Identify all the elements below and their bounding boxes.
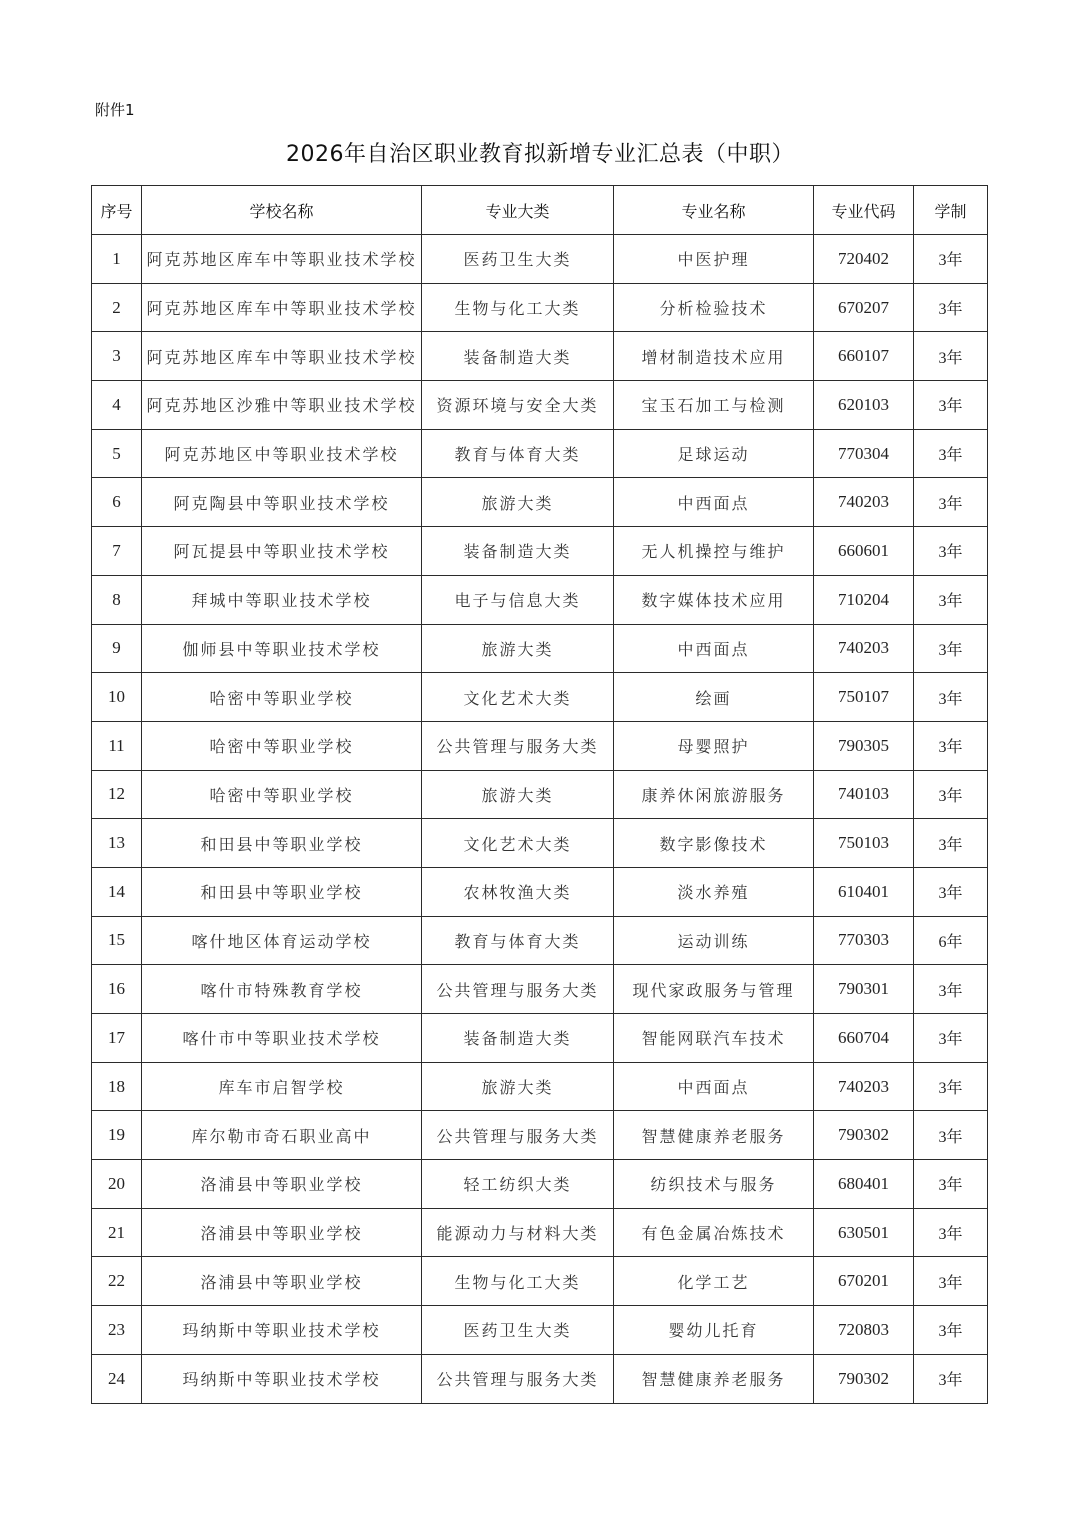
cell-code: 620103 [814, 381, 914, 430]
cell-category: 公共管理与服务大类 [422, 1354, 614, 1403]
cell-major: 绘画 [614, 673, 814, 722]
cell-major: 康养休闲旅游服务 [614, 770, 814, 819]
cell-school: 洛浦县中等职业学校 [142, 1208, 422, 1257]
cell-category: 教育与体育大类 [422, 916, 614, 965]
cell-major: 纺织技术与服务 [614, 1160, 814, 1209]
cell-category: 教育与体育大类 [422, 429, 614, 478]
cell-school: 哈密中等职业学校 [142, 673, 422, 722]
table-row [92, 235, 988, 284]
cell-category: 文化艺术大类 [422, 819, 614, 868]
cell-school: 喀什市特殊教育学校 [142, 965, 422, 1014]
cell-code: 790302 [814, 1354, 914, 1403]
cell-category: 农林牧渔大类 [422, 867, 614, 916]
cell-major: 母婴照护 [614, 721, 814, 770]
table-row [92, 1257, 988, 1306]
cell-code: 740203 [814, 624, 914, 673]
cell-school: 洛浦县中等职业学校 [142, 1257, 422, 1306]
table-row [92, 332, 988, 381]
cell-category: 旅游大类 [422, 624, 614, 673]
cell-years: 6年 [914, 916, 988, 965]
cell-code: 740103 [814, 770, 914, 819]
cell-index: 10 [92, 673, 142, 722]
header-index: 序号 [92, 186, 142, 235]
cell-category: 公共管理与服务大类 [422, 965, 614, 1014]
cell-major: 中西面点 [614, 1062, 814, 1111]
cell-major: 足球运动 [614, 429, 814, 478]
header-years: 学制 [914, 186, 988, 235]
cell-years: 3年 [914, 575, 988, 624]
header-code: 专业代码 [814, 186, 914, 235]
table-row [92, 1208, 988, 1257]
cell-school: 喀什地区体育运动学校 [142, 916, 422, 965]
cell-major: 智能网联汽车技术 [614, 1014, 814, 1063]
cell-years: 3年 [914, 624, 988, 673]
majors-summary-table [91, 185, 988, 1404]
cell-years: 3年 [914, 965, 988, 1014]
cell-code: 740203 [814, 478, 914, 527]
cell-index: 20 [92, 1160, 142, 1209]
cell-major: 淡水养殖 [614, 867, 814, 916]
cell-category: 旅游大类 [422, 1062, 614, 1111]
table-row [92, 575, 988, 624]
table-row [92, 673, 988, 722]
cell-index: 24 [92, 1354, 142, 1403]
cell-years: 3年 [914, 770, 988, 819]
cell-major: 智慧健康养老服务 [614, 1354, 814, 1403]
cell-code: 790301 [814, 965, 914, 1014]
cell-code: 740203 [814, 1062, 914, 1111]
table-row [92, 1354, 988, 1403]
cell-major: 中西面点 [614, 478, 814, 527]
cell-index: 5 [92, 429, 142, 478]
table-row [92, 965, 988, 1014]
cell-major: 中医护理 [614, 235, 814, 284]
cell-code: 680401 [814, 1160, 914, 1209]
cell-years: 3年 [914, 429, 988, 478]
cell-index: 3 [92, 332, 142, 381]
cell-major: 数字媒体技术应用 [614, 575, 814, 624]
cell-school: 阿克苏地区库车中等职业技术学校 [142, 283, 422, 332]
cell-index: 12 [92, 770, 142, 819]
cell-school: 和田县中等职业学校 [142, 867, 422, 916]
cell-code: 610401 [814, 867, 914, 916]
table-row [92, 867, 988, 916]
cell-years: 3年 [914, 1354, 988, 1403]
cell-major: 智慧健康养老服务 [614, 1111, 814, 1160]
cell-years: 3年 [914, 381, 988, 430]
cell-category: 资源环境与安全大类 [422, 381, 614, 430]
table-row [92, 1014, 988, 1063]
cell-category: 医药卫生大类 [422, 1306, 614, 1355]
table-row [92, 916, 988, 965]
cell-school: 阿克陶县中等职业技术学校 [142, 478, 422, 527]
cell-major: 运动训练 [614, 916, 814, 965]
table-row [92, 1160, 988, 1209]
table-row [92, 478, 988, 527]
cell-school: 伽师县中等职业技术学校 [142, 624, 422, 673]
cell-category: 生物与化工大类 [422, 283, 614, 332]
cell-years: 3年 [914, 1014, 988, 1063]
cell-school: 哈密中等职业学校 [142, 721, 422, 770]
cell-category: 装备制造大类 [422, 527, 614, 576]
header-major: 专业名称 [614, 186, 814, 235]
cell-index: 21 [92, 1208, 142, 1257]
cell-years: 3年 [914, 1257, 988, 1306]
cell-years: 3年 [914, 673, 988, 722]
cell-years: 3年 [914, 332, 988, 381]
cell-code: 770303 [814, 916, 914, 965]
cell-school: 拜城中等职业技术学校 [142, 575, 422, 624]
attachment-label: 附件1 [95, 101, 135, 119]
cell-years: 3年 [914, 235, 988, 284]
cell-index: 1 [92, 235, 142, 284]
cell-index: 11 [92, 721, 142, 770]
table-row [92, 624, 988, 673]
cell-years: 3年 [914, 721, 988, 770]
cell-code: 790305 [814, 721, 914, 770]
table-row [92, 770, 988, 819]
cell-category: 公共管理与服务大类 [422, 721, 614, 770]
cell-index: 13 [92, 819, 142, 868]
cell-code: 630501 [814, 1208, 914, 1257]
table-row [92, 381, 988, 430]
table-row [92, 429, 988, 478]
cell-years: 3年 [914, 819, 988, 868]
cell-years: 3年 [914, 1160, 988, 1209]
cell-school: 喀什市中等职业技术学校 [142, 1014, 422, 1063]
table-row [92, 1306, 988, 1355]
cell-code: 720803 [814, 1306, 914, 1355]
cell-years: 3年 [914, 527, 988, 576]
cell-school: 玛纳斯中等职业技术学校 [142, 1306, 422, 1355]
cell-index: 15 [92, 916, 142, 965]
cell-major: 现代家政服务与管理 [614, 965, 814, 1014]
cell-code: 790302 [814, 1111, 914, 1160]
cell-index: 4 [92, 381, 142, 430]
cell-code: 750107 [814, 673, 914, 722]
cell-category: 轻工纺织大类 [422, 1160, 614, 1209]
cell-years: 3年 [914, 867, 988, 916]
cell-index: 23 [92, 1306, 142, 1355]
cell-code: 750103 [814, 819, 914, 868]
cell-index: 17 [92, 1014, 142, 1063]
cell-code: 720402 [814, 235, 914, 284]
cell-school: 阿瓦提县中等职业技术学校 [142, 527, 422, 576]
cell-major: 化学工艺 [614, 1257, 814, 1306]
cell-category: 生物与化工大类 [422, 1257, 614, 1306]
cell-major: 宝玉石加工与检测 [614, 381, 814, 430]
cell-school: 库尔勒市奇石职业高中 [142, 1111, 422, 1160]
table-row [92, 1062, 988, 1111]
cell-major: 有色金属冶炼技术 [614, 1208, 814, 1257]
cell-years: 3年 [914, 1306, 988, 1355]
cell-code: 660107 [814, 332, 914, 381]
cell-category: 医药卫生大类 [422, 235, 614, 284]
cell-index: 8 [92, 575, 142, 624]
cell-school: 洛浦县中等职业学校 [142, 1160, 422, 1209]
cell-code: 670207 [814, 283, 914, 332]
cell-category: 装备制造大类 [422, 332, 614, 381]
cell-index: 22 [92, 1257, 142, 1306]
cell-category: 装备制造大类 [422, 1014, 614, 1063]
cell-school: 哈密中等职业学校 [142, 770, 422, 819]
cell-code: 770304 [814, 429, 914, 478]
cell-index: 19 [92, 1111, 142, 1160]
cell-years: 3年 [914, 1208, 988, 1257]
cell-index: 9 [92, 624, 142, 673]
cell-years: 3年 [914, 478, 988, 527]
cell-major: 数字影像技术 [614, 819, 814, 868]
cell-category: 电子与信息大类 [422, 575, 614, 624]
cell-school: 和田县中等职业学校 [142, 819, 422, 868]
cell-category: 旅游大类 [422, 770, 614, 819]
cell-school: 阿克苏地区库车中等职业技术学校 [142, 235, 422, 284]
table-row [92, 283, 988, 332]
cell-major: 分析检验技术 [614, 283, 814, 332]
cell-years: 3年 [914, 1111, 988, 1160]
cell-major: 婴幼儿托育 [614, 1306, 814, 1355]
cell-code: 710204 [814, 575, 914, 624]
cell-index: 7 [92, 527, 142, 576]
document-title: 2026年自治区职业教育拟新增专业汇总表（中职） [286, 142, 794, 167]
cell-school: 阿克苏地区中等职业技术学校 [142, 429, 422, 478]
cell-index: 16 [92, 965, 142, 1014]
cell-index: 6 [92, 478, 142, 527]
table-row [92, 1111, 988, 1160]
cell-major: 无人机操控与维护 [614, 527, 814, 576]
cell-school: 阿克苏地区库车中等职业技术学校 [142, 332, 422, 381]
cell-index: 14 [92, 867, 142, 916]
cell-index: 18 [92, 1062, 142, 1111]
cell-school: 玛纳斯中等职业技术学校 [142, 1354, 422, 1403]
cell-code: 660601 [814, 527, 914, 576]
cell-category: 能源动力与材料大类 [422, 1208, 614, 1257]
cell-major: 中西面点 [614, 624, 814, 673]
cell-category: 文化艺术大类 [422, 673, 614, 722]
table-row [92, 527, 988, 576]
cell-category: 公共管理与服务大类 [422, 1111, 614, 1160]
cell-years: 3年 [914, 1062, 988, 1111]
cell-code: 670201 [814, 1257, 914, 1306]
table-header-row [92, 186, 988, 235]
table-row [92, 819, 988, 868]
table-row [92, 721, 988, 770]
cell-index: 2 [92, 283, 142, 332]
cell-code: 660704 [814, 1014, 914, 1063]
cell-school: 库车市启智学校 [142, 1062, 422, 1111]
cell-major: 增材制造技术应用 [614, 332, 814, 381]
cell-category: 旅游大类 [422, 478, 614, 527]
header-category: 专业大类 [422, 186, 614, 235]
cell-school: 阿克苏地区沙雅中等职业技术学校 [142, 381, 422, 430]
cell-years: 3年 [914, 283, 988, 332]
header-school: 学校名称 [142, 186, 422, 235]
